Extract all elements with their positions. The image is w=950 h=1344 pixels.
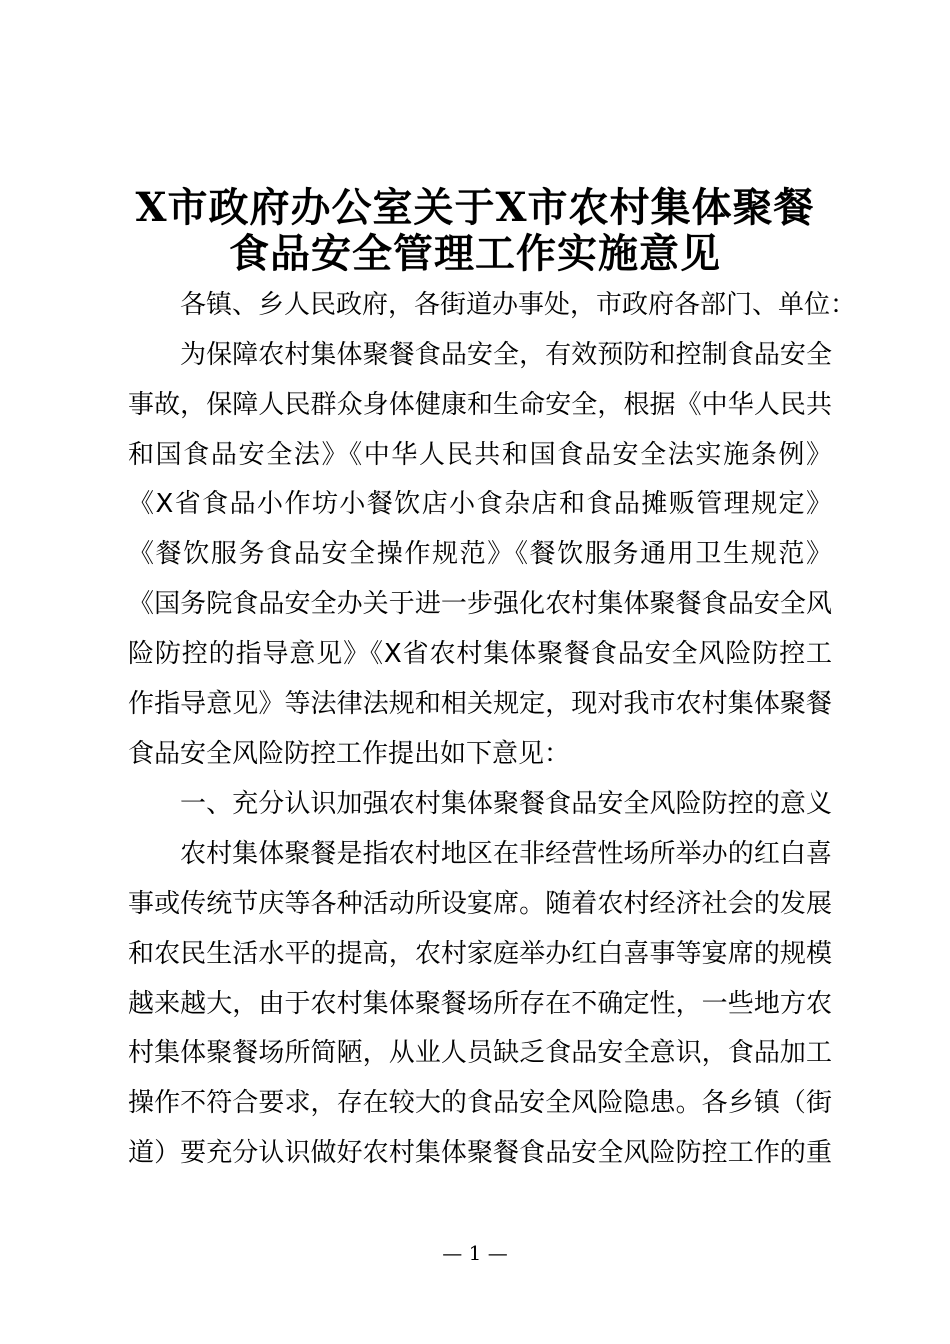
- section-1-line-2: 事或传统节庆等各种活动所设宴席。随着农村经济社会的发展: [128, 889, 832, 919]
- intro-line-6: 《国务院食品安全办关于进一步强化农村集体聚餐食品安全风: [128, 589, 832, 619]
- page-number: — 1 —: [442, 1241, 508, 1265]
- section-1-line-3: 和农民生活水平的提高，农村家庭举办红白喜事等宴席的规模: [128, 939, 832, 969]
- section-1-heading: 一、充分认识加强农村集体聚餐食品安全风险防控的意义: [180, 789, 832, 819]
- section-1-line-5: 村集体聚餐场所简陋，从业人员缺乏食品安全意识，食品加工: [128, 1038, 832, 1068]
- section-1-line-4: 越来越大，由于农村集体聚餐场所存在不确定性，一些地方农: [128, 989, 832, 1019]
- document-title-line-1: X市政府办公室关于X市农村集体聚餐: [135, 184, 815, 231]
- intro-line-9: 食品安全风险防控工作提出如下意见：: [128, 739, 571, 769]
- intro-line-5: 《餐饮服务食品安全操作规范》《餐饮服务通用卫生规范》: [128, 539, 832, 569]
- intro-line-7: 险防控的指导意见》《X省农村集体聚餐食品安全风险防控工: [128, 639, 832, 669]
- intro-line-4: 《X省食品小作坊小餐饮店小食杂店和食品摊贩管理规定》: [128, 489, 832, 519]
- intro-line-8: 作指导意见》等法律法规和相关规定，现对我市农村集体聚餐: [128, 689, 832, 719]
- section-1-line-7: 道）要充分认识做好农村集体聚餐食品安全风险防控工作的重: [128, 1138, 832, 1168]
- section-1-line-1: 农村集体聚餐是指农村地区在非经营性场所举办的红白喜: [180, 839, 832, 869]
- salutation: 各镇、乡人民政府，各街道办事处，市政府各部门、单位：: [180, 290, 857, 320]
- intro-line-3: 和国食品安全法》《中华人民共和国食品安全法实施条例》: [128, 440, 832, 470]
- intro-line-2: 事故，保障人民群众身体健康和生命安全，根据《中华人民共: [128, 390, 832, 420]
- intro-line-1: 为保障农村集体聚餐食品安全，有效预防和控制食品安全: [180, 340, 832, 370]
- section-1-line-6: 操作不符合要求，存在较大的食品安全风险隐患。各乡镇（街: [128, 1088, 832, 1118]
- document-title-line-2: 食品安全管理工作实施意见: [229, 230, 721, 277]
